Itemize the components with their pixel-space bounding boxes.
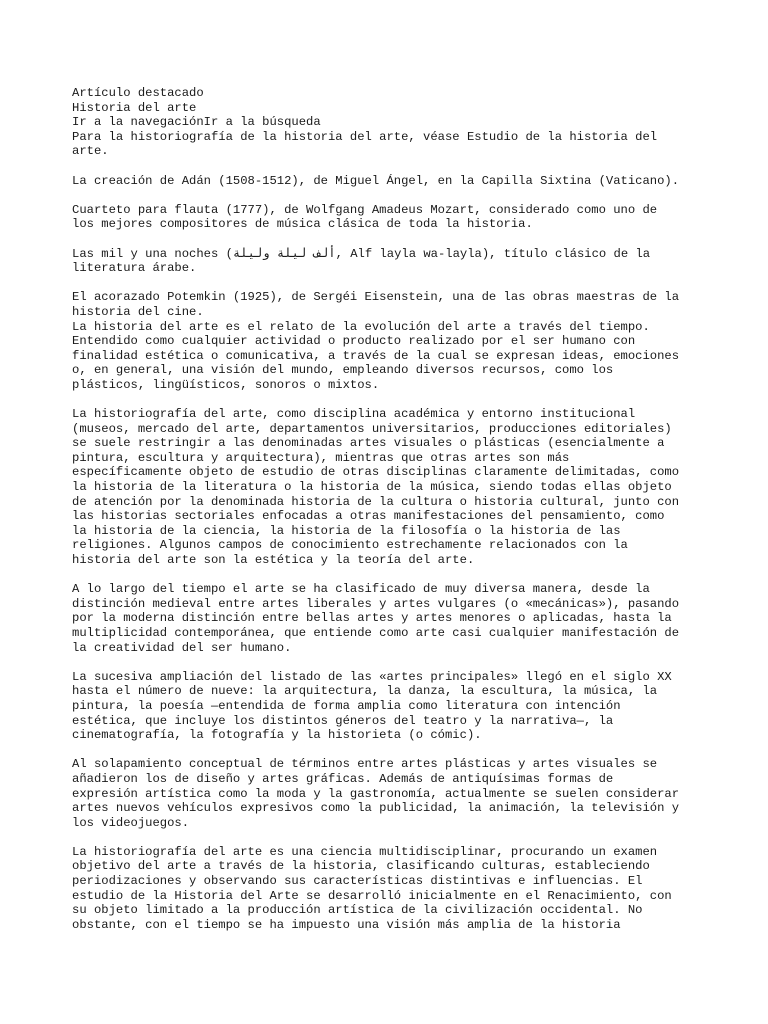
skip-links[interactable]: Ir a la navegaciónIr a la búsqueda [72,115,321,130]
paragraph-visual-arts: Al solapamiento conceptual de términos entre artes plásticas y artes visuales se añadieron los de diseño y artes gráficas. Además de antiquísimas formas de expresión artística como la moda y la gastronomía, actualmente se suelen considerar artes nuevos vehículos expresivos como la publicidad, la animación, la televisión y los videojuegos. [72,757,680,830]
spacer [72,568,712,583]
spacer [72,276,712,291]
paragraph-historiography: La historiografía del arte, como disciplina académica y entorno institucional (museos, mercado del arte, departamentos universitarios, producciones editoriales) se suele restringir a las denominadas artes visuales o plásticas (esencialmente a pintura, escultura y arquitectura), mientras que otras artes son más específicamente objeto de estudio de otras disciplinas claramente delimitadas, como la historia de la literatura o la historia de la música, siendo todas ellas objeto de atención por la denominada historia de la cultura o historia cultural, junto con las historias sectoriales enfocadas a otras manifestaciones del pensamiento, como la historia de la ciencia, la historia de la filosofía o la historia de las religiones. Algunos campos de conocimiento estrechamente relacionados con la historia del arte son la estética y la teoría del arte. [72,407,680,567]
caption-mozart-quartet: Cuarteto para flauta (1777), de Wolfgang Amadeus Mozart, considerado como uno de los mejores compositores de música clásica de toda la historia. [72,202,658,232]
article-title: Historia del arte [72,100,197,115]
spacer [72,830,712,845]
spacer [72,159,712,174]
spacer [72,392,712,407]
document-page [72,86,712,932]
spacer [72,743,712,758]
hatnote: Para la historiografía de la historia del arte, véase Estudio de la historia del arte. [72,129,658,159]
spacer [72,655,712,670]
paragraph-principal-arts: La sucesiva ampliación del listado de las «artes principales» llegó en el siglo XX hasta el número de nueve: la arquitectura, la danza, la escultura, la música, la pintura, la poesía —entendida de forma amplia como literatura con intención estética, que incluye los distintos géneros del teatro y la narrativa—, la cinematografía, la fotografía y la historieta (o cómic). [72,669,672,743]
caption-potemkin: El acorazado Potemkin (1925), de Sergéi Eisenstein, una de las obras maestras de la historia del cine. [72,290,680,319]
spacer [72,188,712,203]
paragraph-classification: A lo largo del tiempo el arte se ha clasificado de muy diversa manera, desde la distinción medieval entre artes liberales y artes vulgares (o «mecánicas»), pasando por la moderna distinción entre bellas artes y artes menores o aplicadas, hasta la multiplicidad contemporánea, que entiende como arte casi cualquier manifestación de la creatividad del ser humano. [72,582,680,655]
paragraph-intro: La historia del arte es el relato de la evolución del arte a través del tiempo. Entendido como cualquier actividad o producto realizado por el ser humano con finalidad estética o comunicativa, a través de la cual se expresan ideas, emociones o, en general, una visión del mundo, empleando diversos recursos, como los plásticos, lingüísticos, sonoros o mixtos. [72,319,680,392]
caption-creation-of-adam: La creación de Adán (1508-1512), de Miguel Ángel, en la Capilla Sixtina (Vaticano). [72,173,680,188]
caption-thousand-nights: Las mil y una noches (ألف ليلة وليلة, Alf layla wa-layla), título clásico de la literatura árabe. [72,246,651,276]
paragraph-multidisciplinary: La historiografía del arte es una ciencia multidisciplinar, procurando un examen objetivo del arte a través de la historia, clasificando culturas, estableciendo periodizaciones y observando sus características distintivas e influencias. El estudio de la Historia del Arte se desarrolló inicialmente en el Renacimiento, con su objeto limitado a la producción artística de la civilización occidental. No obstante, con el tiempo se ha impuesto una visión más amplia de la historia [72,844,672,932]
featured-article-label: Artículo destacado [72,86,204,100]
spacer [72,232,712,247]
